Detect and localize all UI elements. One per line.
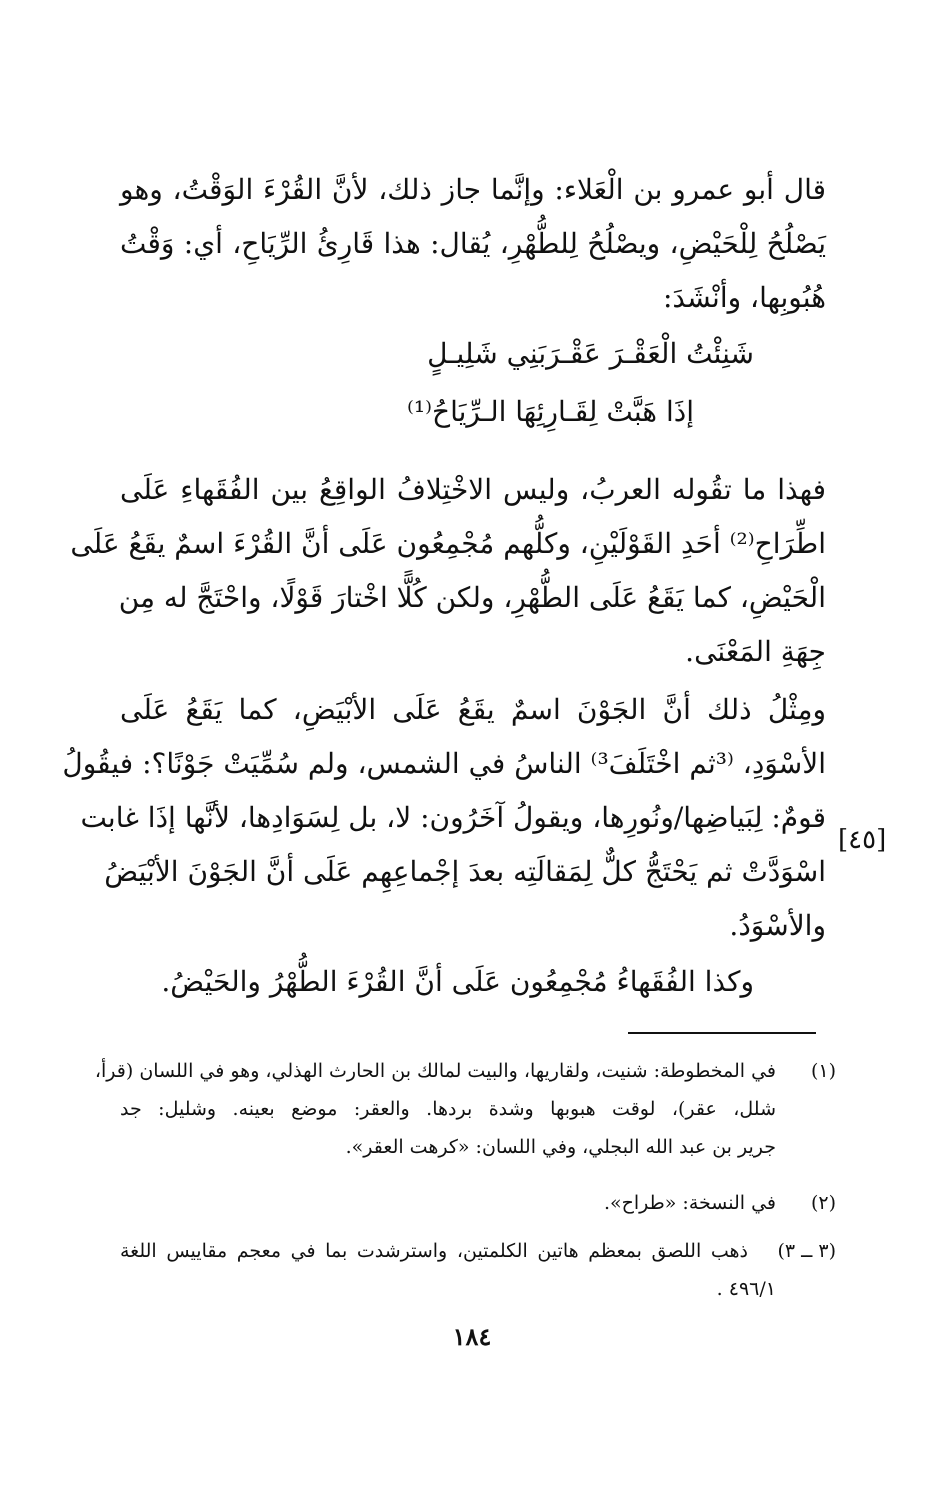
- footnote-2-number: (٢): [810, 1192, 836, 1214]
- paragraph-3-line-5: والأسْوَدُ.: [729, 909, 826, 942]
- paragraph-3-line-3: قومٌ: لِبَياضِها/ونُورِها، ويقولُ آخَرُون: لا، بل لِسَوَادِها، لأنَّها إذَا غابت: [80, 801, 826, 834]
- paragraph-3-line-1: ومِثْلُ ذلك أنَّ الجَوْنَ اسمٌ يقَعُ عَلَى الأبْيَضِ، كما يَقَعُ عَلَى: [120, 693, 826, 726]
- footnote-3-number: (٣ ــ ٣): [777, 1240, 836, 1262]
- verse-line-1: شَنِئْتُ الْعَقْـرَ عَقْـرَبَنِي شَلِيـلٍ: [427, 337, 754, 370]
- paragraph-4: وكذا الفُقَهاءُ مُجْمِعُون عَلَى أنَّ القُرْءَ الطُّهْرُ والحَيْضُ.: [161, 965, 754, 998]
- paragraph-1-line-3: هُبُوبِها، وأنْشَدَ:: [662, 281, 826, 314]
- page-number: ١٨٤: [452, 1322, 492, 1351]
- footnote-1-line-1: في المخطوطة: شنيت، ولقاريها، والبيت لمالك بن الحارث الهذلي، وهو في اللسان (قرأ،: [94, 1060, 776, 1082]
- paragraph-1-line-1: قال أبو عمرو بن الْعَلاء: وإنَّما جاز ذلك، لأنَّ القُرْءَ الوَقْتُ، وهو: [120, 173, 826, 206]
- paragraph-2-line-2: اطِّرَاحِ⁽²⁾ أحَدِ القَوْلَيْنِ، وكلُّهم مُجْمِعُون عَلَى أنَّ القُرْءَ اسمٌ يقَعُ عَلَى: [70, 527, 826, 560]
- footnote-1-line-3: جرير بن عبد الله البجلي، وفي اللسان: «كرهت العقر».: [345, 1136, 776, 1158]
- footnote-1-number: (١): [810, 1060, 836, 1082]
- paragraph-2-line-1: فهذا ما تقُوله العربُ، وليس الاخْتِلافُ الواقِعُ بين الفُقَهاءِ عَلَى: [120, 473, 826, 506]
- manuscript-folio-marker: [٤٥]: [838, 825, 887, 855]
- paragraph-1-line-2: يَصْلُحُ لِلْحَيْضِ، ويصْلُحُ لِلطُّهْرِ، يُقال: هذا قَارِئُ الرِّيَاحِ، أي: وَقْتُ: [120, 227, 826, 260]
- footnote-3-line-2: ٤٩٦/١ .: [716, 1278, 776, 1300]
- verse-line-2: إذَا هَبَّتْ لِقَـارِئِهَا الـرِّيَاحُ⁽¹⁾: [407, 395, 694, 428]
- footnote-3-line-1: ذهب اللصق بمعظم هاتين الكلمتين، واسترشدت بما في معجم مقاييس اللغة: [120, 1240, 748, 1262]
- footnote-1-line-2: شلل، عقر)، لوقت هبوبها وشدة بردها. والعقر: موضع بعينه. وشليل: جد: [120, 1098, 776, 1120]
- footnote-separator: [628, 1032, 816, 1034]
- paragraph-3-line-2: الأسْوَدِ، ⁽³ثم اخْتَلَفَ³⁾ الناسُ في الشمس، ولم سُمِّيَتْ جَوْنًا؟: فيقُولُ: [62, 747, 826, 780]
- paragraph-2-line-3: الْحَيْضِ، كما يَقَعُ عَلَى الطُّهْرِ، ولكن كُلًّا اخْتارَ قَوْلًا، واحْتَجَّ له مِن: [118, 581, 826, 614]
- paragraph-3-line-4: اسْوَدَّتْ ثم يَحْتَجُّ كلٌّ لِمَقالَتِه بعدَ إجْماعِهِم عَلَى أنَّ الجَوْنَ الأبْيَضُ: [104, 855, 826, 888]
- paragraph-2-line-4: جِهَةِ المَعْنَى.: [685, 635, 826, 668]
- footnote-2-text: في النسخة: «طراح».: [603, 1192, 776, 1214]
